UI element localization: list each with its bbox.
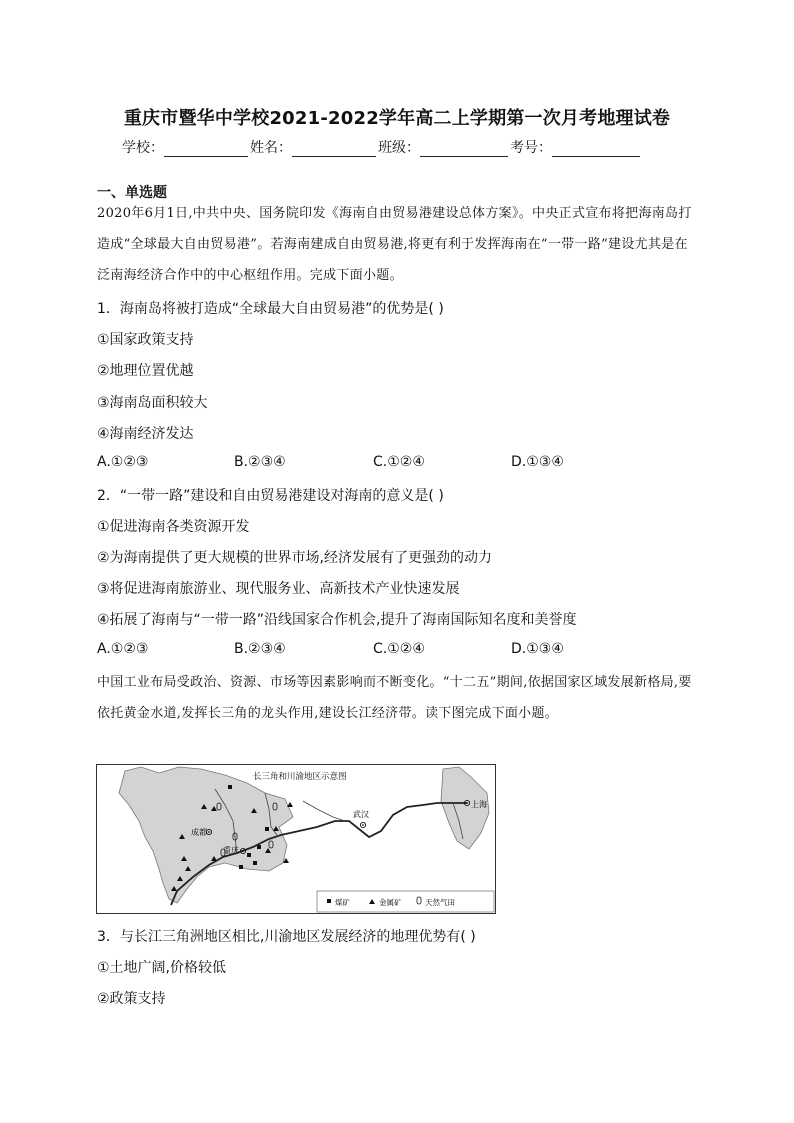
q2-item: ④拓展了海南与“一带一路”沿线国家合作机会,提升了海南国际知名度和美誉度 [97,612,577,628]
map-svg [97,765,495,913]
map-title: 长三角和川渝地区示意图 [253,772,347,782]
legend-coal-icon [327,899,331,903]
q3-stem: 3．与长江三角洲地区相比,川渝地区发展经济的地理优势有( ) [97,929,476,945]
q1-item: ④海南经济发达 [97,426,194,442]
q2-option-a[interactable]: A.①②③ [97,641,149,657]
q2-item: ①促进海南各类资源开发 [97,519,250,535]
class-label: 班级： [378,140,420,156]
coal-mine-icon [228,785,232,789]
wuhan-marker-dot [362,824,364,826]
student-info-row [122,137,682,157]
legend-metal-label: 金属矿 [379,898,402,907]
name-field [250,137,378,157]
coal-mine-icon [247,853,251,857]
section-title: 一、单选题 [97,185,167,201]
passage-2: 中国工业布局受政治、资源、市场等因素影响而不断变化。“十二五”期间,依据国家区域发展新格局,要依托黄金水道,发挥长三角的龙头作用,建设长江经济带。读下图完成下面小题。 [97,675,692,721]
exam-no-blank[interactable] [552,142,640,157]
q1-stem: 1．海南岛将被打造成“全球最大自由贸易港”的优势是( ) [97,301,444,317]
name-blank[interactable] [292,142,376,157]
name-label: 姓名： [250,140,292,156]
metal-ore-icon [287,802,293,807]
city-label-shanghai: 上海 [471,800,487,809]
school-field [122,137,250,157]
q1-item: ②地理位置优越 [97,363,194,379]
q2-item: ③将促进海南旅游业、现代服务业、高新技术产业快速发展 [97,581,460,597]
q1-item: ①国家政策支持 [97,332,194,348]
chongqing-marker-dot [242,850,244,852]
shanghai-marker-dot [466,802,468,804]
coal-mine-icon [239,865,243,869]
exam-no-field [510,137,642,157]
coal-mine-icon [265,827,269,831]
q3-item: ②政策支持 [97,991,166,1007]
yangtze-map-figure [96,764,496,914]
q3-item: ①土地广阔,价格较低 [97,960,227,976]
q1-item: ③海南岛面积较大 [97,395,208,411]
city-label-chengdu: 成都 [191,828,207,837]
q2-item: ②为海南提供了更大规模的世界市场,经济发展有了更强劲的动力 [97,550,492,566]
q1-option-b[interactable]: B.②③④ [234,454,286,470]
exam-no-label: 考号： [510,140,552,156]
class-field [378,137,510,157]
school-blank[interactable] [164,142,248,157]
tributary-river [303,801,345,821]
q1-option-d[interactable]: D.①③④ [511,454,564,470]
chengdu-marker-dot [208,831,210,833]
q1-option-a[interactable]: A.①②③ [97,454,149,470]
q2-option-d[interactable]: D.①③④ [511,641,564,657]
legend-coal-label: 煤矿 [335,898,350,907]
coal-mine-icon [257,845,261,849]
city-label-wuhan: 武汉 [353,810,369,819]
q2-option-b[interactable]: B.②③④ [234,641,286,657]
legend-gas-label: 天然气田 [425,898,455,907]
school-label: 学校： [122,140,164,156]
q2-stem: 2．“一带一路”建设和自由贸易港建设对海南的意义是( ) [97,488,444,504]
q1-option-c[interactable]: C.①②④ [373,454,425,470]
city-label-chongqing: 重庆 [223,846,239,855]
coal-mine-icon [253,861,257,865]
exam-title: 重庆市暨华中学校2021-2022学年高二上学期第一次月考地理试卷 [123,108,671,129]
map-legend [317,891,494,912]
q2-option-c[interactable]: C.①②④ [373,641,425,657]
passage-1: 2020年6月1日,中共中央、国务院印发《海南自由贸易港建设总体方案》。中央正式宣布将把海南岛打造成“全球最大自由贸易港”。若海南建成自由贸易港,将更有利于发挥海南在“一带一路”建设尤其是在泛南海经济合作中的中心枢纽作用。完成下面小题。 [97,206,692,283]
class-blank[interactable] [420,142,508,157]
